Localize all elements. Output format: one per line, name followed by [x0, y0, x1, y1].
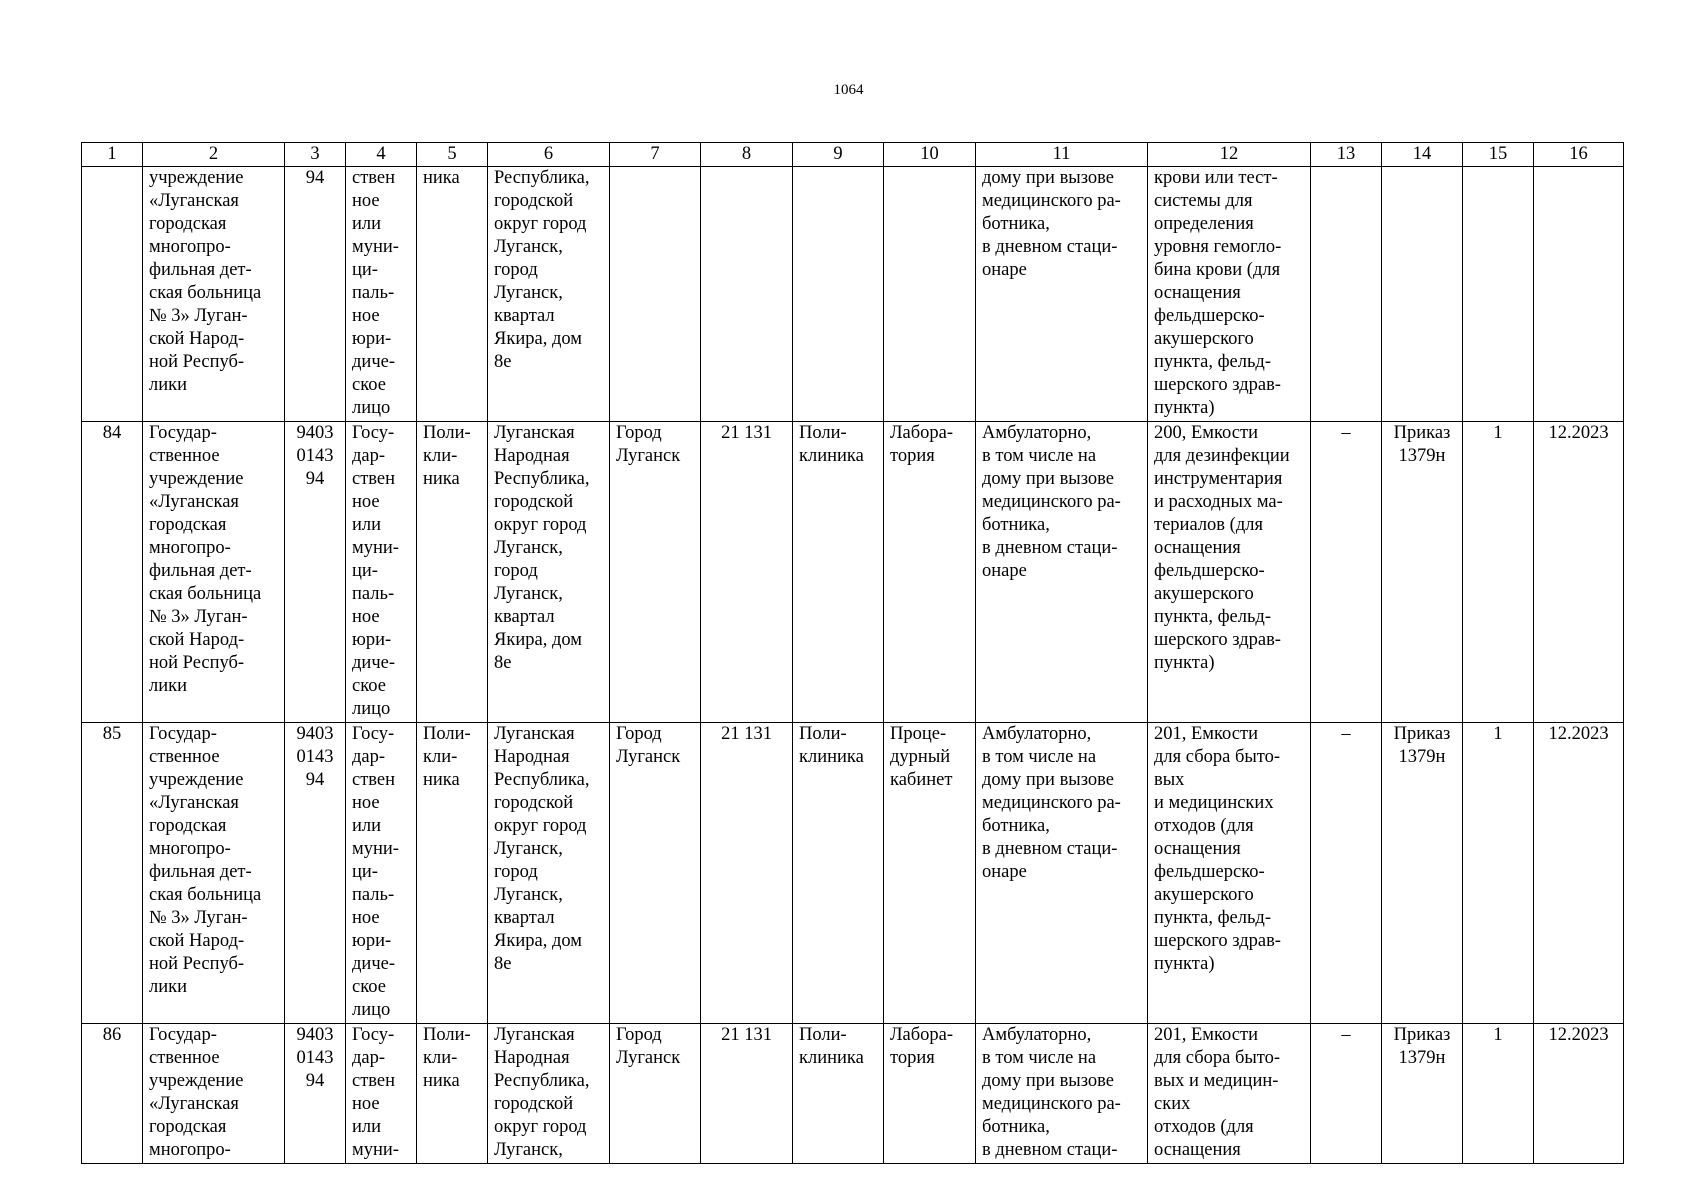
column-header: 14: [1382, 143, 1463, 167]
institution-name: Государ- ственное учреждение «Луганская городская многопро- фильная дет- ская больница № 3» Луган- ской Народ- ной Респуб- лики: [143, 723, 285, 1024]
equipment: 200, Емкости для дезинфекции инструментария и расходных ма- териалов (для оснащения фельдшерско- акушерского пункта, фельд- шерского здрав- пункта): [1148, 422, 1311, 723]
inn-code: 9403 0143 94: [285, 723, 346, 1024]
institution-name: учреждение «Луганская городская многопро- фильная дет- ская больница № 3» Луган- ской Народ- ной Респуб- лики: [143, 167, 285, 422]
column-header: 5: [417, 143, 488, 167]
facility-type: ника: [417, 167, 488, 422]
table-row: [82, 167, 1624, 422]
locality: Город Луганск: [610, 1024, 701, 1164]
order: [1382, 167, 1463, 422]
address: Луганская Народная Республика, городской округ город Луганск, город Луганск, квартал Якира, дом 8е: [488, 723, 610, 1024]
quantity: 1: [1463, 1024, 1534, 1164]
address: Республика, городской округ город Луганск, город Луганск, квартал Якира, дом 8е: [488, 167, 610, 422]
column-header: 16: [1534, 143, 1624, 167]
care-conditions: Амбулаторно, в том числе на дому при вызове медицинского ра- ботника, в дневном стаци- онаре: [976, 723, 1148, 1024]
column-header: 15: [1463, 143, 1534, 167]
column-header: 6: [488, 143, 610, 167]
column-13: –: [1311, 1024, 1382, 1164]
order: Приказ 1379н: [1382, 1024, 1463, 1164]
legal-form: Госу- дар- ствен ное или муни-: [346, 1024, 417, 1164]
code: 21 131: [701, 1024, 793, 1164]
column-header: 2: [143, 143, 285, 167]
row-number: [82, 167, 143, 422]
unit: [793, 167, 884, 422]
institution-name: Государ- ственное учреждение «Луганская городская многопро-: [143, 1024, 285, 1164]
column-header: 7: [610, 143, 701, 167]
care-conditions: Амбулаторно, в том числе на дому при вызове медицинского ра- ботника, в дневном стаци-: [976, 1024, 1148, 1164]
care-conditions: Амбулаторно, в том числе на дому при вызове медицинского ра- ботника, в дневном стаци- онаре: [976, 422, 1148, 723]
code: [701, 167, 793, 422]
code: 21 131: [701, 723, 793, 1024]
table-row: [82, 422, 1624, 723]
column-header: 12: [1148, 143, 1311, 167]
department: [884, 167, 976, 422]
column-header: 4: [346, 143, 417, 167]
inn-code: 9403 0143 94: [285, 1024, 346, 1164]
legal-form: Госу- дар- ствен ное или муни- ци- паль- ное юри- диче- ское лицо: [346, 723, 417, 1024]
date: 12.2023: [1534, 1024, 1624, 1164]
inn-code: 94: [285, 167, 346, 422]
column-header: 9: [793, 143, 884, 167]
address: Луганская Народная Республика, городской округ город Луганск,: [488, 1024, 610, 1164]
locality: Город Луганск: [610, 422, 701, 723]
row-number: 86: [82, 1024, 143, 1164]
date: 12.2023: [1534, 422, 1624, 723]
quantity: [1463, 167, 1534, 422]
inn-code: 9403 0143 94: [285, 422, 346, 723]
column-13: [1311, 167, 1382, 422]
order: Приказ 1379н: [1382, 422, 1463, 723]
address: Луганская Народная Республика, городской округ город Луганск, город Луганск, квартал Якира, дом 8е: [488, 422, 610, 723]
column-13: –: [1311, 422, 1382, 723]
equipment-table: [81, 142, 1624, 1164]
column-header: 8: [701, 143, 793, 167]
facility-type: Поли- кли- ника: [417, 422, 488, 723]
code: 21 131: [701, 422, 793, 723]
date: 12.2023: [1534, 723, 1624, 1024]
equipment: 201, Емкости для сбора быто- вых и медицинских отходов (для оснащения фельдшерско- акушерского пункта, фельд- шерского здрав- пункта): [1148, 723, 1311, 1024]
legal-form: Госу- дар- ствен ное или муни- ци- паль- ное юри- диче- ское лицо: [346, 422, 417, 723]
facility-type: Поли- кли- ника: [417, 1024, 488, 1164]
department: Лабора- тория: [884, 422, 976, 723]
column-header: 11: [976, 143, 1148, 167]
quantity: 1: [1463, 723, 1534, 1024]
department: Лабора- тория: [884, 1024, 976, 1164]
unit: Поли- клиника: [793, 422, 884, 723]
column-13: –: [1311, 723, 1382, 1024]
table-row: [82, 1024, 1624, 1164]
order: Приказ 1379н: [1382, 723, 1463, 1024]
equipment: крови или тест- системы для определения уровня гемогло- бина крови (для оснащения фельдшерско- акушерского пункта, фельд- шерского здрав- пункта): [1148, 167, 1311, 422]
locality: Город Луганск: [610, 723, 701, 1024]
row-number: 84: [82, 422, 143, 723]
column-header: 13: [1311, 143, 1382, 167]
unit: Поли- клиника: [793, 723, 884, 1024]
facility-type: Поли- кли- ника: [417, 723, 488, 1024]
table-row: [82, 723, 1624, 1024]
date: [1534, 167, 1624, 422]
column-header: 1: [82, 143, 143, 167]
row-number: 85: [82, 723, 143, 1024]
institution-name: Государ- ственное учреждение «Луганская городская многопро- фильная дет- ская больница № 3» Луган- ской Народ- ной Респуб- лики: [143, 422, 285, 723]
locality: [610, 167, 701, 422]
table-header-row: [82, 143, 1624, 167]
unit: Поли- клиника: [793, 1024, 884, 1164]
equipment: 201, Емкости для сбора быто- вых и медицин- ских отходов (для оснащения: [1148, 1024, 1311, 1164]
quantity: 1: [1463, 422, 1534, 723]
care-conditions: дому при вызове медицинского ра- ботника, в дневном стаци- онаре: [976, 167, 1148, 422]
page-number: 1064: [833, 82, 864, 98]
column-header: 3: [285, 143, 346, 167]
department: Проце- дурный кабинет: [884, 723, 976, 1024]
legal-form: ствен ное или муни- ци- паль- ное юри- диче- ское лицо: [346, 167, 417, 422]
column-header: 10: [884, 143, 976, 167]
